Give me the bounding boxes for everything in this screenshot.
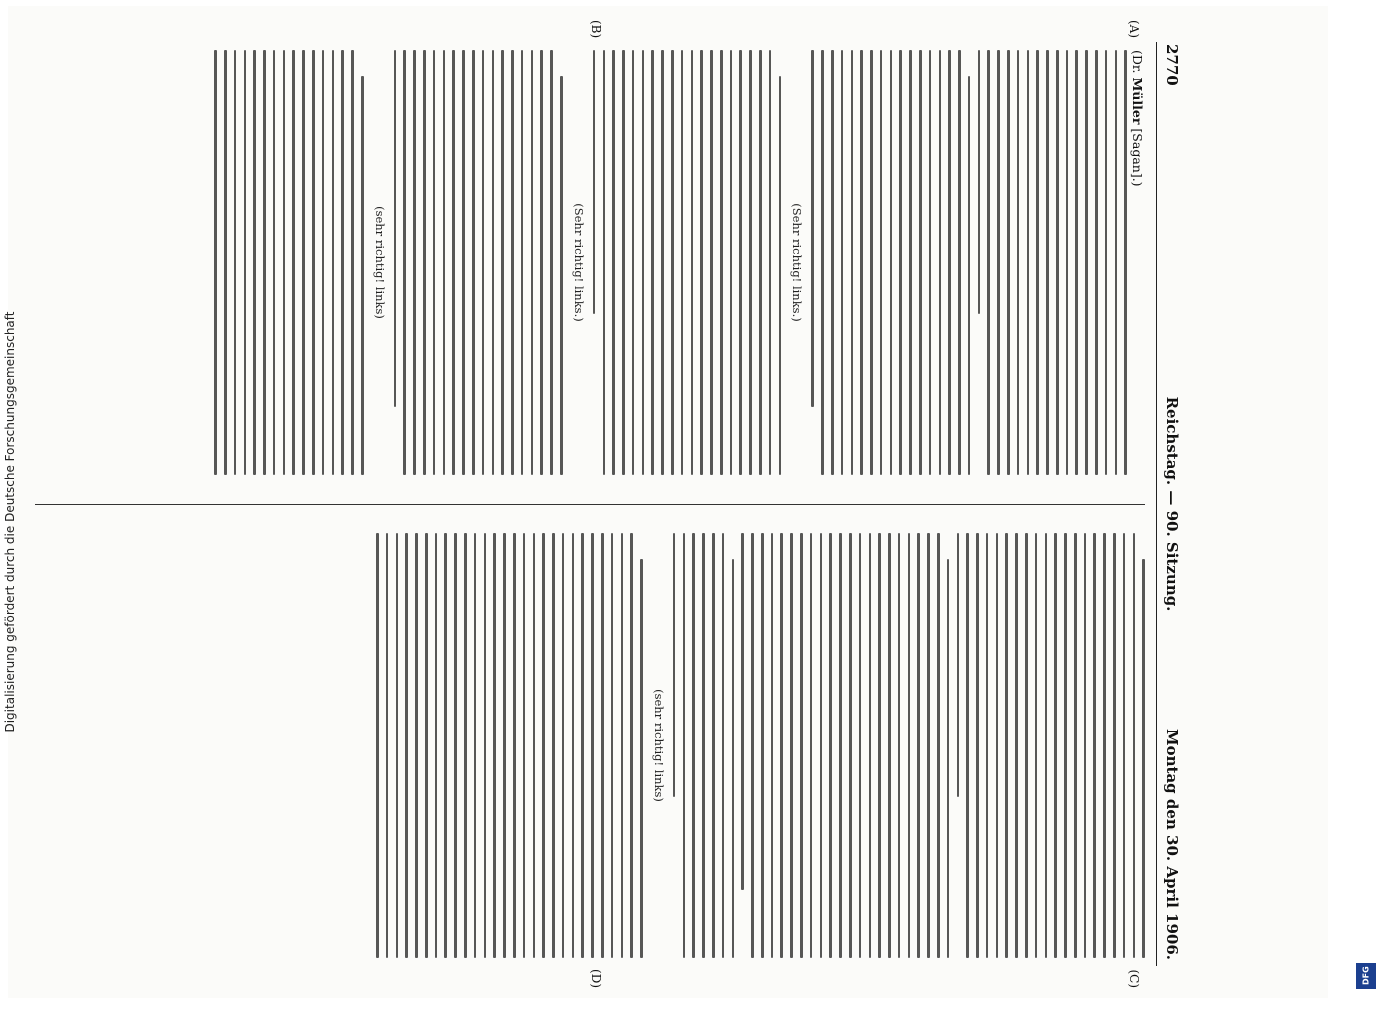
- paragraph-4: [376, 533, 643, 958]
- text-line: [511, 50, 514, 475]
- text-line: [851, 50, 854, 475]
- text-line: [829, 533, 832, 958]
- text-line: [332, 50, 335, 475]
- text-line: [1054, 533, 1057, 958]
- text-line: [435, 533, 438, 958]
- text-line: [749, 50, 752, 475]
- header-rule: [1156, 42, 1157, 966]
- text-line: [361, 76, 364, 475]
- printed-page: [0, 14, 1203, 994]
- text-line: [683, 533, 686, 958]
- column-divider: [35, 504, 1145, 505]
- text-line: [888, 533, 891, 958]
- text-line: [601, 533, 604, 958]
- text-line: [710, 50, 713, 475]
- text-line: [531, 50, 534, 475]
- text-line: [405, 533, 408, 958]
- text-line: [1046, 50, 1049, 475]
- text-line: [492, 50, 495, 475]
- text-line: [550, 50, 553, 475]
- text-line: [621, 533, 624, 958]
- text-line: [312, 50, 315, 475]
- text-line: [640, 559, 643, 958]
- text-line: [443, 50, 446, 475]
- text-line: [394, 50, 397, 407]
- text-line: [691, 50, 694, 475]
- speaker-prefix: (Dr.: [1130, 50, 1145, 74]
- reaction: (sehr richtig! links): [372, 206, 387, 319]
- text-line: [937, 533, 940, 958]
- paragraph-2: [811, 50, 970, 475]
- text-line: [671, 50, 674, 475]
- text-line: [413, 50, 416, 475]
- text-line: [224, 50, 227, 475]
- text-line: [976, 533, 979, 958]
- text-line: [445, 533, 448, 958]
- speaker-suffix: [Sagan].): [1130, 128, 1145, 187]
- reaction: (Sehr richtig! links.): [790, 203, 805, 322]
- text-line: [302, 50, 305, 475]
- text-line: [700, 50, 703, 475]
- text-line: [1035, 533, 1038, 958]
- text-line: [957, 533, 960, 797]
- paragraph-1: [978, 50, 1127, 475]
- text-line: [253, 50, 256, 475]
- text-line: [987, 50, 990, 475]
- text-line: [501, 50, 504, 475]
- paragraph-2: [741, 533, 949, 958]
- text-line: [611, 533, 614, 958]
- text-line: [593, 50, 596, 314]
- text-line: [917, 533, 920, 958]
- reaction: (sehr richtig! links): [651, 689, 666, 802]
- text-line: [503, 533, 506, 958]
- text-line: [810, 533, 813, 958]
- text-line: [322, 50, 325, 475]
- text-line: [1027, 50, 1030, 475]
- text-line: [781, 533, 784, 958]
- text-line: [452, 50, 455, 475]
- text-line: [759, 50, 762, 475]
- text-line: [474, 533, 477, 958]
- text-line: [1113, 533, 1116, 958]
- text-line: [1064, 533, 1067, 958]
- dfg-logo: DFG: [1356, 963, 1376, 989]
- text-line: [1085, 50, 1088, 475]
- text-line: [454, 533, 457, 958]
- text-line: [376, 533, 379, 958]
- text-line: [927, 533, 930, 958]
- left-column: [207, 50, 1145, 475]
- session-date: Montag den 30. April 1906.: [1163, 729, 1181, 960]
- text-line: [751, 533, 754, 958]
- text-line: [386, 533, 389, 958]
- text-line: [560, 76, 563, 475]
- text-line: [702, 533, 705, 958]
- text-line: [720, 50, 723, 475]
- text-line: [1084, 533, 1087, 958]
- text-line: [661, 50, 664, 475]
- text-line: [591, 533, 594, 958]
- text-line: [880, 50, 883, 475]
- text-line: [642, 50, 645, 475]
- text-line: [978, 50, 981, 314]
- text-line: [958, 50, 961, 475]
- paragraph-3: [673, 533, 734, 958]
- text-line: [966, 533, 969, 958]
- text-line: [425, 533, 428, 958]
- text-line: [562, 533, 565, 958]
- text-line: [214, 50, 217, 475]
- text-line: [1103, 533, 1106, 958]
- text-line: [1025, 533, 1028, 958]
- text-line: [244, 50, 247, 475]
- text-line: [1017, 50, 1020, 475]
- text-line: [1074, 533, 1077, 958]
- scanned-page: [8, 6, 1328, 998]
- text-line: [740, 50, 743, 475]
- text-line: [263, 50, 266, 475]
- speaker-line: [1129, 50, 1145, 475]
- text-line: [415, 533, 418, 958]
- text-line: [1045, 533, 1048, 958]
- text-line: [632, 50, 635, 475]
- text-line: [811, 50, 814, 407]
- text-line: [997, 50, 1000, 475]
- text-line: [533, 533, 536, 958]
- text-line: [433, 50, 436, 475]
- text-line: [521, 50, 524, 475]
- text-line: [831, 50, 834, 475]
- reaction: (Sehr richtig! links.): [571, 203, 586, 322]
- text-line: [1076, 50, 1079, 475]
- text-line: [1015, 533, 1018, 958]
- text-line: [741, 533, 744, 890]
- speaker-name: Müller: [1130, 77, 1145, 125]
- text-line: [1005, 533, 1008, 958]
- page-number: 2770: [1163, 44, 1181, 86]
- paragraph-4: [394, 50, 563, 475]
- margin-marker-b: (B): [589, 20, 603, 39]
- text-line: [464, 533, 467, 958]
- text-line: [1095, 50, 1098, 475]
- text-line: [870, 50, 873, 475]
- text-line: [692, 533, 695, 958]
- text-line: [1142, 559, 1145, 958]
- text-line: [1007, 50, 1010, 475]
- text-line: [841, 50, 844, 475]
- margin-marker-a: (A): [1127, 20, 1141, 39]
- text-line: [908, 533, 911, 958]
- text-line: [622, 50, 625, 475]
- text-line: [996, 533, 999, 958]
- text-line: [681, 50, 684, 475]
- text-line: [1133, 533, 1136, 958]
- text-line: [986, 533, 989, 958]
- text-line: [859, 533, 862, 958]
- text-line: [839, 533, 842, 958]
- text-line: [651, 50, 654, 475]
- text-line: [542, 533, 545, 958]
- text-line: [919, 50, 922, 475]
- margin-marker-d: (D): [589, 969, 603, 988]
- text-line: [771, 533, 774, 958]
- text-line: [581, 533, 584, 958]
- text-line: [462, 50, 465, 475]
- text-line: [273, 50, 276, 475]
- text-line: [712, 533, 715, 958]
- text-line: [878, 533, 881, 958]
- text-line: [761, 533, 764, 958]
- text-line: [800, 533, 803, 958]
- text-line: [790, 533, 793, 958]
- text-line: [540, 50, 543, 475]
- text-line: [849, 533, 852, 958]
- text-line: [423, 50, 426, 475]
- text-line: [898, 533, 901, 958]
- text-line: [1036, 50, 1039, 475]
- text-line: [722, 533, 725, 958]
- text-line: [673, 533, 676, 797]
- text-line: [1124, 50, 1127, 475]
- margin-marker-c: (C): [1127, 969, 1141, 988]
- text-line: [523, 533, 526, 958]
- text-line: [909, 50, 912, 475]
- text-line: [482, 50, 485, 475]
- text-line: [630, 533, 633, 958]
- text-line: [1056, 50, 1059, 475]
- running-title: Reichstag. — 90. Sitzung.: [1163, 396, 1181, 612]
- text-line: [968, 76, 971, 475]
- text-line: [948, 50, 951, 475]
- text-line: [732, 559, 735, 958]
- text-line: [1115, 50, 1118, 475]
- text-line: [779, 76, 782, 475]
- text-line: [572, 533, 575, 958]
- text-line: [292, 50, 295, 475]
- text-line: [472, 50, 475, 475]
- right-column: [369, 533, 1145, 958]
- digitization-credit: Digitalisierung gefördert durch die Deutsche Forschungsgemeinschaft: [3, 311, 17, 733]
- text-line: [552, 533, 555, 958]
- text-line: [404, 50, 407, 475]
- text-line: [1066, 50, 1069, 475]
- text-line: [1094, 533, 1097, 958]
- text-line: [939, 50, 942, 475]
- text-line: [769, 50, 772, 475]
- text-line: [513, 533, 516, 958]
- text-line: [1105, 50, 1108, 475]
- paragraph-5: [214, 50, 363, 475]
- text-line: [396, 533, 399, 958]
- text-line: [351, 50, 354, 475]
- text-line: [821, 50, 824, 475]
- text-line: [929, 50, 932, 475]
- text-line: [603, 50, 606, 475]
- text-line: [283, 50, 286, 475]
- text-line: [947, 559, 950, 958]
- text-line: [869, 533, 872, 958]
- text-line: [899, 50, 902, 475]
- paragraph-3: [593, 50, 781, 475]
- text-line: [484, 533, 487, 958]
- text-line: [860, 50, 863, 475]
- text-line: [493, 533, 496, 958]
- paragraph-1: [957, 533, 1145, 958]
- text-line: [820, 533, 823, 958]
- text-line: [1123, 533, 1126, 958]
- text-line: [730, 50, 733, 475]
- text-line: [234, 50, 237, 475]
- text-line: [612, 50, 615, 475]
- text-line: [341, 50, 344, 475]
- text-line: [890, 50, 893, 475]
